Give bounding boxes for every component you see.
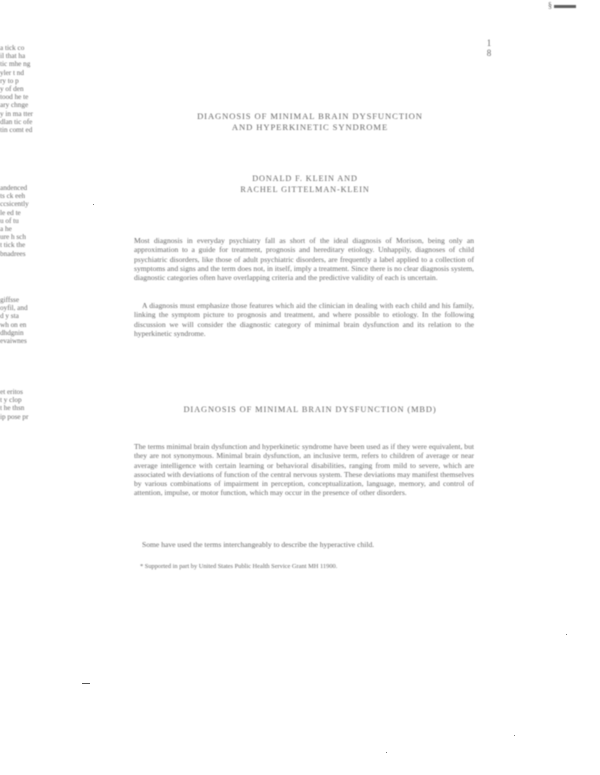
bleed-line: u of tu [0, 216, 19, 225]
scan-mark [82, 683, 90, 684]
bleed-line: wh on en [0, 320, 27, 329]
bleed-line: tin comt ed [0, 126, 33, 135]
bleed-line: a tick co [0, 44, 25, 52]
footnote: * Supported in part by United States Public Health Service Grant MH 11900. [140, 563, 338, 570]
bleed-line: giffsse [0, 296, 20, 304]
bleed-line: dhdgnin [0, 328, 24, 337]
bleed-line: y of den [0, 85, 24, 94]
bleed-line: ry to p [0, 76, 19, 85]
bleed-line: andenced [0, 184, 28, 192]
scan-speck [93, 204, 94, 205]
body-paragraph: A diagnosis must emphasize those features which aid the clinician in dealing with each child and his family, linking the symptom picture to prognosis and treatment, and where possible to etiology. In the following discussion we will consider the diagnostic category of minimal brain dysfunction and its relation to the hyperkinetic syndrome. [134, 301, 474, 338]
bleed-line: ary chnge [0, 101, 29, 110]
bleed-line: t y clop [0, 396, 22, 405]
bleed-line: le ed te [0, 208, 21, 217]
bleed-line: yler t nd [0, 68, 24, 77]
bleed-line: et eritos [0, 388, 23, 396]
bleed-line: oyfil, and [0, 304, 28, 313]
bleed-line: evaiwnes [0, 337, 27, 346]
body-paragraph: The terms minimal brain dysfunction and hyperkinetic syndrome have been used as if they were equivalent, but they are not synonymous. Minimal brain dysfunction, an inclusive term, refers to children of average or near average intelligence with certain learning or behavioral disabilities, ranging from mild to severe, which are associated with deviations of function of the central nervous system. These deviations may manifest themselves by various combinations of impairment in perception, conceptualization, language, memory, and control of attention, impulse, or motor function, which may occur in the presence of other disorders. [134, 442, 474, 498]
author-block [190, 174, 420, 195]
margin-bleed-block-4 [0, 388, 70, 421]
bleed-line: ts ck eeh [0, 192, 26, 201]
author-name: DONALD F. KLEIN AND [252, 174, 358, 183]
bleed-line: t he thsn [0, 404, 25, 413]
title-line: AND HYPERKINETIC SYNDROME [231, 122, 389, 132]
author-name: RACHEL GITTELMAN-KLEIN [240, 184, 370, 194]
scan-speck [514, 735, 515, 736]
margin-bleed-block-2 [0, 184, 70, 258]
scan-speck [566, 634, 567, 635]
corner-mark-bar [554, 5, 576, 8]
bleed-line: a he [0, 225, 12, 234]
title-line: DIAGNOSIS OF MINIMAL BRAIN DYSFUNCTION [197, 111, 423, 121]
scan-speck [386, 752, 387, 753]
bleed-line: bnadrees [0, 249, 26, 258]
bleed-line: y in ma tter [0, 109, 33, 118]
bleed-line: ure h sch [0, 233, 26, 242]
article-title [160, 111, 460, 133]
corner-mark [548, 1, 576, 10]
bleed-line: il that ha [0, 52, 26, 61]
page-number: 1 8 [486, 38, 492, 58]
corner-mark-glyph: § [548, 1, 552, 10]
bleed-line: dlan tic ofe [0, 117, 33, 126]
body-paragraph: Most diagnosis in everyday psychiatry fall as short of the ideal diagnosis of Morison, being only an approximation to a guide for treatment, prognosis and hereditary etiology. Unhappily, diagnoses of child psychiatric disorders, like those of adult psychiatric disorders, are frequently a label applied to a collection of symptoms and signs and the term does not, in itself, imply a treatment. Since there is no clear diagnosis system, diagnostic categories often have overlapping criteria and the predictive validity of each is uncertain. [134, 236, 474, 283]
section-heading: DIAGNOSIS OF MINIMAL BRAIN DYSFUNCTION (MBD) [183, 405, 437, 414]
bleed-line: ip pose pr [0, 412, 29, 421]
bleed-line: tood he te [0, 93, 29, 102]
margin-bleed-block-1 [0, 44, 70, 134]
bleed-line: ccsicently [0, 200, 29, 209]
bleed-line: tic mhe ng [0, 60, 31, 69]
bleed-line: t tick the [0, 241, 26, 250]
margin-bleed-block-3 [0, 296, 70, 345]
bleed-line: d y sta [0, 312, 19, 321]
body-paragraph: Some have used the terms interchangeably to describe the hyperactive child. [142, 540, 375, 549]
